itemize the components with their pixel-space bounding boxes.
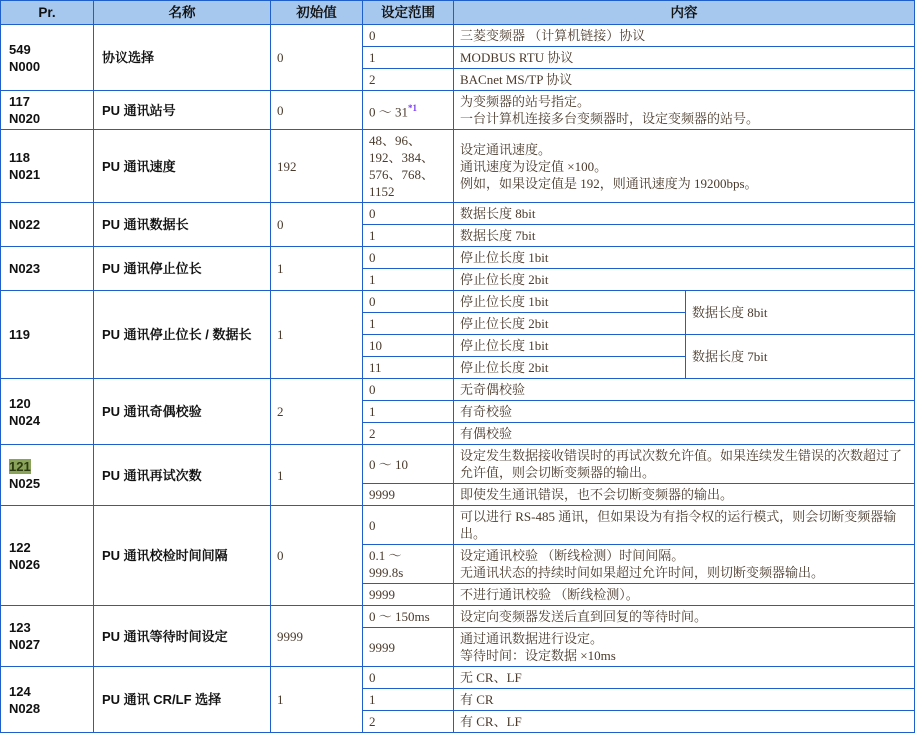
parameter-name: PU 通讯数据长 xyxy=(94,203,271,247)
setting-range: 1 xyxy=(363,47,454,69)
parameter-number xyxy=(1,445,94,506)
parameter-number xyxy=(1,606,94,667)
parameter-number xyxy=(1,247,94,291)
content-description: 通过通讯数据进行设定。 等待时间：设定数据 ×10ms xyxy=(454,628,915,667)
header-content: 内容 xyxy=(454,1,915,25)
pr-code: N023 xyxy=(9,261,41,276)
setting-range: 0 ～ 31$^{*1}$ xyxy=(363,91,454,130)
pr-code: N020 xyxy=(9,111,41,126)
parameter-name: PU 通讯站号 xyxy=(94,91,271,130)
initial-value: 0 xyxy=(271,506,363,606)
content-description: 停止位长度 2bit xyxy=(454,313,686,335)
setting-range: 0 ～ 10 xyxy=(363,445,454,484)
setting-range: 0 xyxy=(363,667,454,689)
setting-range: 0 ～ 150ms xyxy=(363,606,454,628)
initial-value: 0 xyxy=(271,91,363,130)
parameter-name: PU 通讯速度 xyxy=(94,130,271,203)
pr-code: N021 xyxy=(9,167,41,182)
initial-value: 0 xyxy=(271,203,363,247)
table-row xyxy=(1,506,915,545)
pr-number: 124 xyxy=(9,683,31,699)
header-pr: Pr. xyxy=(1,1,94,25)
setting-range: 2 xyxy=(363,711,454,733)
parameter-number xyxy=(1,506,94,606)
content-description: 不进行通讯校验 （断线检测）。 xyxy=(454,584,915,606)
table-row xyxy=(1,606,915,628)
content-description: 即使发生通讯错误，也不会切断变频器的输出。 xyxy=(454,484,915,506)
content-description: 有 CR、LF xyxy=(454,711,915,733)
content-description: 停止位长度 2bit xyxy=(454,357,686,379)
setting-range: 0 xyxy=(363,203,454,225)
pr-number: 122 xyxy=(9,539,31,555)
initial-value: 1 xyxy=(271,445,363,506)
parameter-name: PU 通讯校检时间间隔 xyxy=(94,506,271,606)
initial-value: 1 xyxy=(271,667,363,733)
content-description: 三菱变频器 （计算机链接）协议 xyxy=(454,25,915,47)
parameter-name: PU 通讯再试次数 xyxy=(94,445,271,506)
pr-code: N022 xyxy=(9,217,41,232)
parameter-number xyxy=(1,291,94,379)
setting-range: 2 xyxy=(363,69,454,91)
content-description: 为变频器的站号指定。 一台计算机连接多台变频器时，设定变频器的站号。 xyxy=(454,91,915,130)
pr-number: 118 xyxy=(9,150,30,165)
content-description: 停止位长度 1bit xyxy=(454,247,915,269)
parameter-number xyxy=(1,91,94,130)
setting-range: 11 xyxy=(363,357,454,379)
parameter-name: PU 通讯 CR/LF 选择 xyxy=(94,667,271,733)
parameter-name: PU 通讯奇偶校验 xyxy=(94,379,271,445)
table-row xyxy=(1,91,915,130)
content-description: 设定发生数据接收错误时的再试次数允许值。如果连续发生错误的次数超过了允许值，则会切断变频器的输出。 xyxy=(454,445,915,484)
content-description: 无奇偶校验 xyxy=(454,379,915,401)
content-description: 设定向变频器发送后直到回复的等待时间。 xyxy=(454,606,915,628)
setting-range: 9999 xyxy=(363,484,454,506)
table-row xyxy=(1,247,915,269)
setting-range: 1 xyxy=(363,269,454,291)
pr-code: N027 xyxy=(9,637,41,652)
parameter-number xyxy=(1,379,94,445)
setting-range: 0.1 ～ 999.8s xyxy=(363,545,454,584)
content-description: 数据长度 8bit xyxy=(454,203,915,225)
setting-range: 0 xyxy=(363,291,454,313)
setting-range: 1 xyxy=(363,401,454,423)
data-length-group: 数据长度 7bit xyxy=(686,335,915,379)
parameter-number xyxy=(1,667,94,733)
pr-number: 117 xyxy=(9,94,30,109)
parameter-number xyxy=(1,203,94,247)
pr-code: N025 xyxy=(9,476,41,491)
setting-range: 0 xyxy=(363,247,454,269)
content-description: 有 CR xyxy=(454,689,915,711)
content-description: MODBUS RTU 协议 xyxy=(454,47,915,69)
table-row xyxy=(1,25,915,47)
parameter-name: PU 通讯等待时间设定 xyxy=(94,606,271,667)
initial-value: 1 xyxy=(271,291,363,379)
content-description: 设定通讯校验 （断线检测）时间间隔。 无通讯状态的持续时间如果超过允许时间，则切断变频器输出。 xyxy=(454,545,915,584)
initial-value: 9999 xyxy=(271,606,363,667)
setting-range: 9999 xyxy=(363,628,454,667)
pr-number: 119 xyxy=(9,327,30,342)
parameter-number xyxy=(1,130,94,203)
setting-range: 0 xyxy=(363,379,454,401)
header-setting-range: 设定范围 xyxy=(363,1,454,25)
data-length-group: 数据长度 8bit xyxy=(686,291,915,335)
content-description: 停止位长度 2bit xyxy=(454,269,915,291)
table-body xyxy=(1,25,915,733)
header-initial-value: 初始值 xyxy=(271,1,363,25)
table-row xyxy=(1,379,915,401)
initial-value: 2 xyxy=(271,379,363,445)
content-description: 数据长度 7bit xyxy=(454,225,915,247)
content-description: 有偶校验 xyxy=(454,423,915,445)
pr-code: N024 xyxy=(9,412,41,428)
pr-number: 549 xyxy=(9,41,31,57)
setting-range: 2 xyxy=(363,423,454,445)
setting-range: 10 xyxy=(363,335,454,357)
setting-range: 48、96、 192、384、 576、768、 1152 xyxy=(363,130,454,203)
pr-code: N000 xyxy=(9,58,41,74)
pr-code: N028 xyxy=(9,700,41,716)
header-name: 名称 xyxy=(94,1,271,25)
parameter-name: PU 通讯停止位长 xyxy=(94,247,271,291)
parameter-name: PU 通讯停止位长 / 数据长 xyxy=(94,291,271,379)
table-row xyxy=(1,203,915,225)
content-description: 无 CR、LF xyxy=(454,667,915,689)
setting-range: 1 xyxy=(363,313,454,335)
pr-number: 123 xyxy=(9,620,31,635)
content-description: 停止位长度 1bit xyxy=(454,335,686,357)
setting-range: 0 xyxy=(363,506,454,545)
setting-range: 0 xyxy=(363,25,454,47)
table-row xyxy=(1,445,915,484)
content-description: 可以进行 RS-485 通讯，但如果设为有指令权的运行模式，则会切断变频器输出。 xyxy=(454,506,915,545)
content-description: BACnet MS/TP 协议 xyxy=(454,69,915,91)
table-header-row xyxy=(1,1,915,25)
initial-value: 0 xyxy=(271,25,363,91)
content-description: 设定通讯速度。 通讯速度为设定值 ×100。 例如，如果设定值是 192，则通讯速度为 19200bps。 xyxy=(454,130,915,203)
content-description: 有奇校验 xyxy=(454,401,915,423)
pr-number: 121 xyxy=(9,459,31,474)
initial-value: 1 xyxy=(271,247,363,291)
table-row xyxy=(1,667,915,689)
content-description: 停止位长度 1bit xyxy=(454,291,686,313)
initial-value: 192 xyxy=(271,130,363,203)
parameter-name: 协议选择 xyxy=(94,25,271,91)
parameter-number xyxy=(1,25,94,91)
pr-code: N026 xyxy=(9,556,41,572)
setting-range: 1 xyxy=(363,689,454,711)
setting-range: 9999 xyxy=(363,584,454,606)
footnote-marker: *1 xyxy=(408,102,418,113)
table-row xyxy=(1,130,915,203)
setting-range: 1 xyxy=(363,225,454,247)
pr-number: 120 xyxy=(9,395,31,411)
table-row xyxy=(1,291,915,313)
